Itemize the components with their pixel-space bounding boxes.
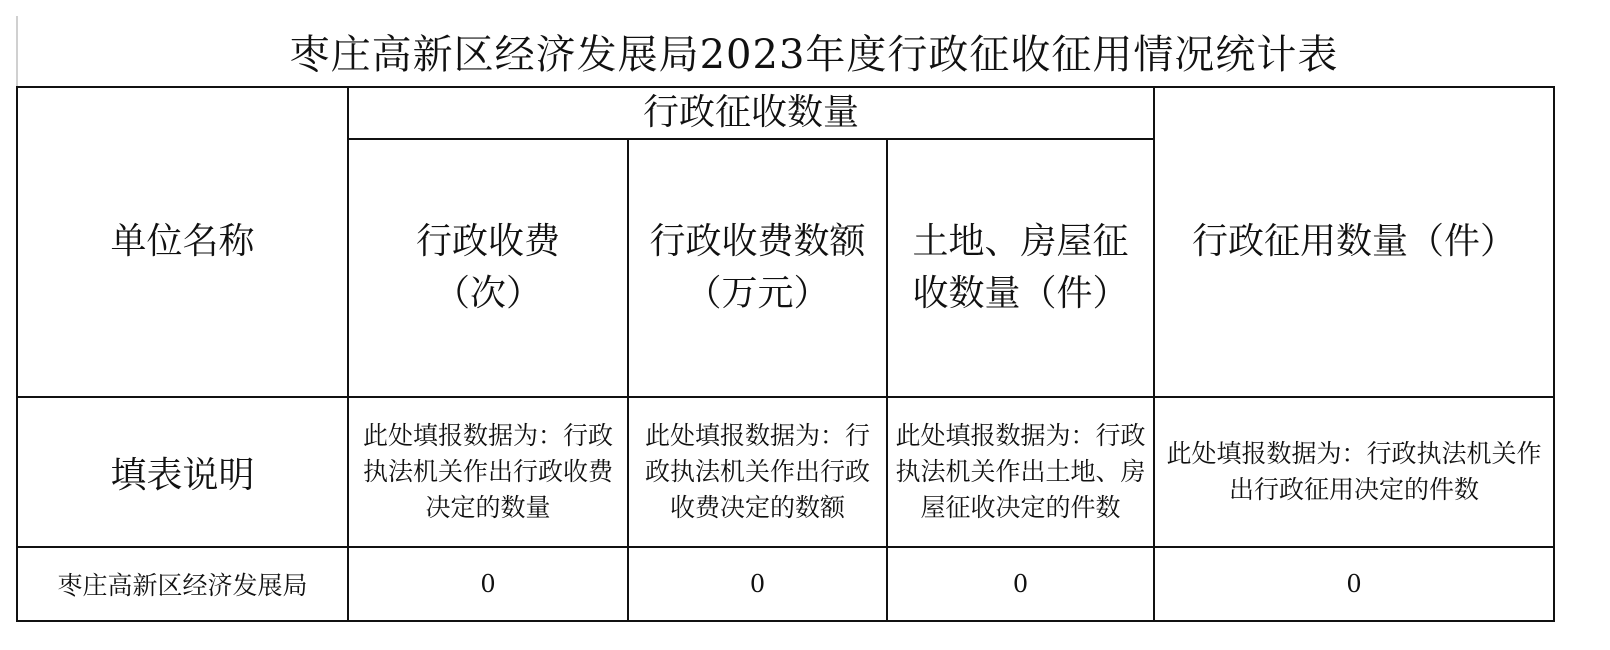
- instructions-admin-fee-amount: 此处填报数据为：行政执法机关作出行政收费决定的数额: [628, 397, 887, 547]
- header-collection-group: 行政征收数量: [348, 87, 1154, 139]
- header-requisition-count: 行政征用数量（件）: [1154, 87, 1554, 397]
- header-unit-name: 单位名称: [17, 87, 348, 397]
- instructions-row: [17, 397, 1554, 547]
- instructions-requisition-count: 此处填报数据为：行政执法机关作出行政征用决定的件数: [1154, 397, 1554, 547]
- instructions-admin-fee-count: 此处填报数据为：行政执法机关作出行政收费决定的数量: [348, 397, 628, 547]
- statistics-table: [16, 86, 1555, 622]
- statistics-sheet: [16, 16, 1610, 650]
- instructions-label: 填表说明: [17, 397, 348, 547]
- row-requisition-count: 0: [1154, 547, 1554, 621]
- table-row: [17, 547, 1554, 621]
- row-admin-fee-count: 0: [348, 547, 628, 621]
- header-row-1: [17, 87, 1554, 139]
- instructions-land-house-count: 此处填报数据为：行政执法机关作出土地、房屋征收决定的件数: [887, 397, 1154, 547]
- header-land-house-count: 土地、房屋征收数量（件）: [887, 139, 1154, 397]
- row-unit-name: 枣庄高新区经济发展局: [17, 547, 348, 621]
- header-admin-fee-amount: 行政收费数额（万元）: [628, 139, 887, 397]
- table-title: 枣庄高新区经济发展局2023年度行政征收征用情况统计表: [16, 16, 1610, 86]
- header-admin-fee-count: 行政收费（次）: [348, 139, 628, 397]
- row-land-house-count: 0: [887, 547, 1154, 621]
- row-admin-fee-amount: 0: [628, 547, 887, 621]
